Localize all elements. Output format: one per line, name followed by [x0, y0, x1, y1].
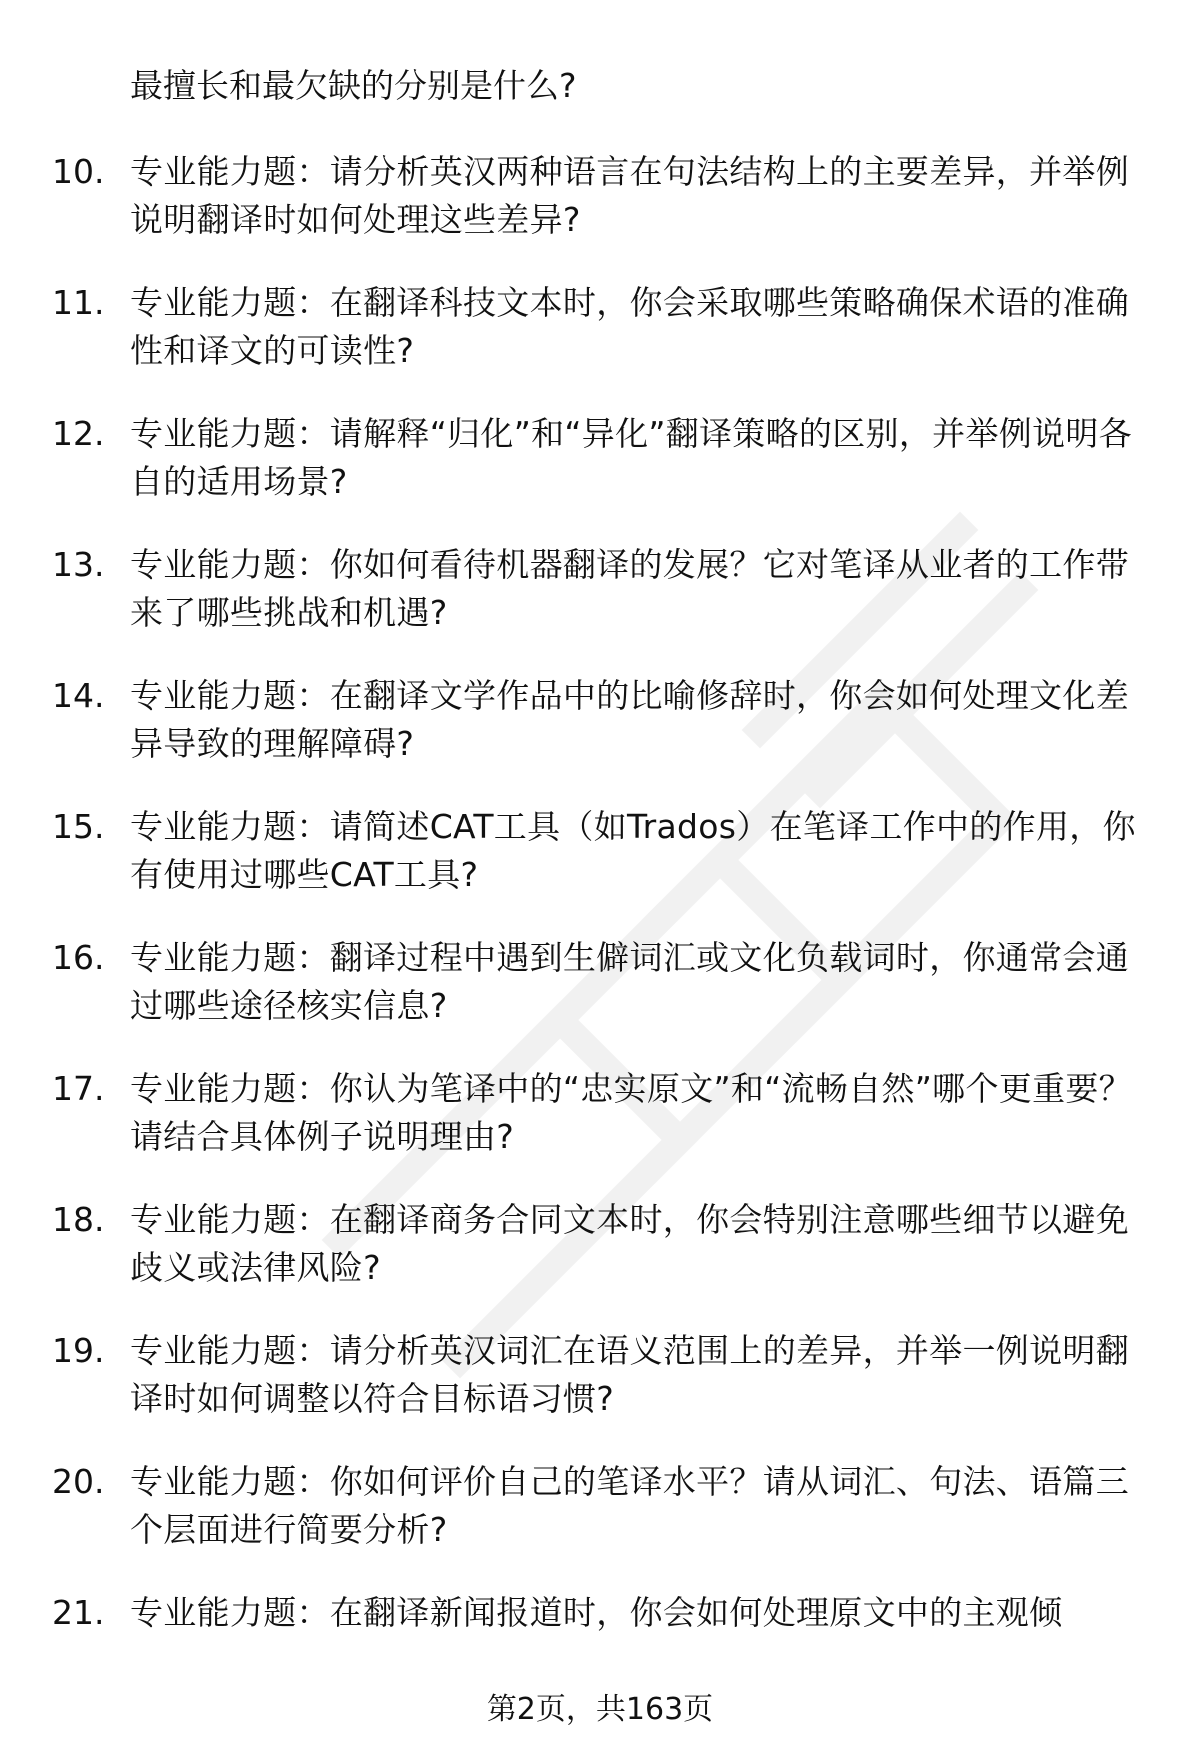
- question-number: 18.: [52, 1200, 105, 1239]
- question-item: [0, 148, 1200, 279]
- question-number: 15.: [52, 807, 105, 846]
- question-item: [0, 1327, 1200, 1458]
- question-text: 专业能力题：在翻译商务合同文本时，你会特别注意哪些细节以避免歧义或法律风险?: [130, 1200, 1129, 1287]
- question-item: [0, 279, 1200, 410]
- question-item: [0, 803, 1200, 934]
- question-number: 10.: [52, 152, 105, 191]
- question-text: 专业能力题：请简述CAT工具（如Trados）在笔译工作中的作用，你有使用过哪些CAT工具?: [130, 807, 1136, 894]
- question-text: 专业能力题：请分析英汉词汇在语义范围上的差异，并举一例说明翻译时如何调整以符合目标语习惯?: [130, 1331, 1129, 1418]
- question-item: [0, 1065, 1200, 1196]
- question-text: 专业能力题：请解释“归化”和“异化”翻译策略的区别，并举例说明各自的适用场景?: [130, 414, 1132, 501]
- question-text: 专业能力题：请分析英汉两种语言在句法结构上的主要差异，并举例说明翻译时如何处理这些差异?: [130, 152, 1129, 239]
- question-number: 11.: [52, 283, 105, 322]
- question-text: 专业能力题：在翻译文学作品中的比喻修辞时，你会如何处理文化差异导致的理解障碍?: [130, 676, 1129, 763]
- question-text: 专业能力题：你如何评价自己的笔译水平？请从词汇、句法、语篇三个层面进行简要分析?: [130, 1462, 1129, 1549]
- question-item: [0, 934, 1200, 1065]
- question-list: [0, 148, 1200, 1720]
- question-number: 13.: [52, 545, 105, 584]
- question-item: [0, 541, 1200, 672]
- question-text: 专业能力题：在翻译新闻报道时，你会如何处理原文中的主观倾: [130, 1593, 1063, 1632]
- question-item: [0, 1196, 1200, 1327]
- question-item: [0, 672, 1200, 803]
- question-number: 12.: [52, 414, 105, 453]
- continuation-text: 最擅长和最欠缺的分别是什么?: [130, 66, 577, 105]
- question-item: [0, 410, 1200, 541]
- question-number: 16.: [52, 938, 105, 977]
- question-text: 专业能力题：你认为笔译中的“忠实原文”和“流畅自然”哪个更重要？请结合具体例子说明理由?: [130, 1069, 1132, 1156]
- question-number: 19.: [52, 1331, 105, 1370]
- question-number: 20.: [52, 1462, 105, 1501]
- question-item: [0, 1458, 1200, 1589]
- question-number: 17.: [52, 1069, 105, 1108]
- question-number: 14.: [52, 676, 105, 715]
- question-number: 21.: [52, 1593, 105, 1632]
- question-text: 专业能力题：翻译过程中遇到生僻词汇或文化负载词时，你通常会通过哪些途径核实信息?: [130, 938, 1129, 1025]
- question-text: 专业能力题：你如何看待机器翻译的发展？它对笔译从业者的工作带来了哪些挑战和机遇?: [130, 545, 1129, 632]
- question-text: 专业能力题：在翻译科技文本时，你会采取哪些策略确保术语的准确性和译文的可读性?: [130, 283, 1129, 370]
- page-indicator: 第2页，共163页: [486, 1692, 714, 1727]
